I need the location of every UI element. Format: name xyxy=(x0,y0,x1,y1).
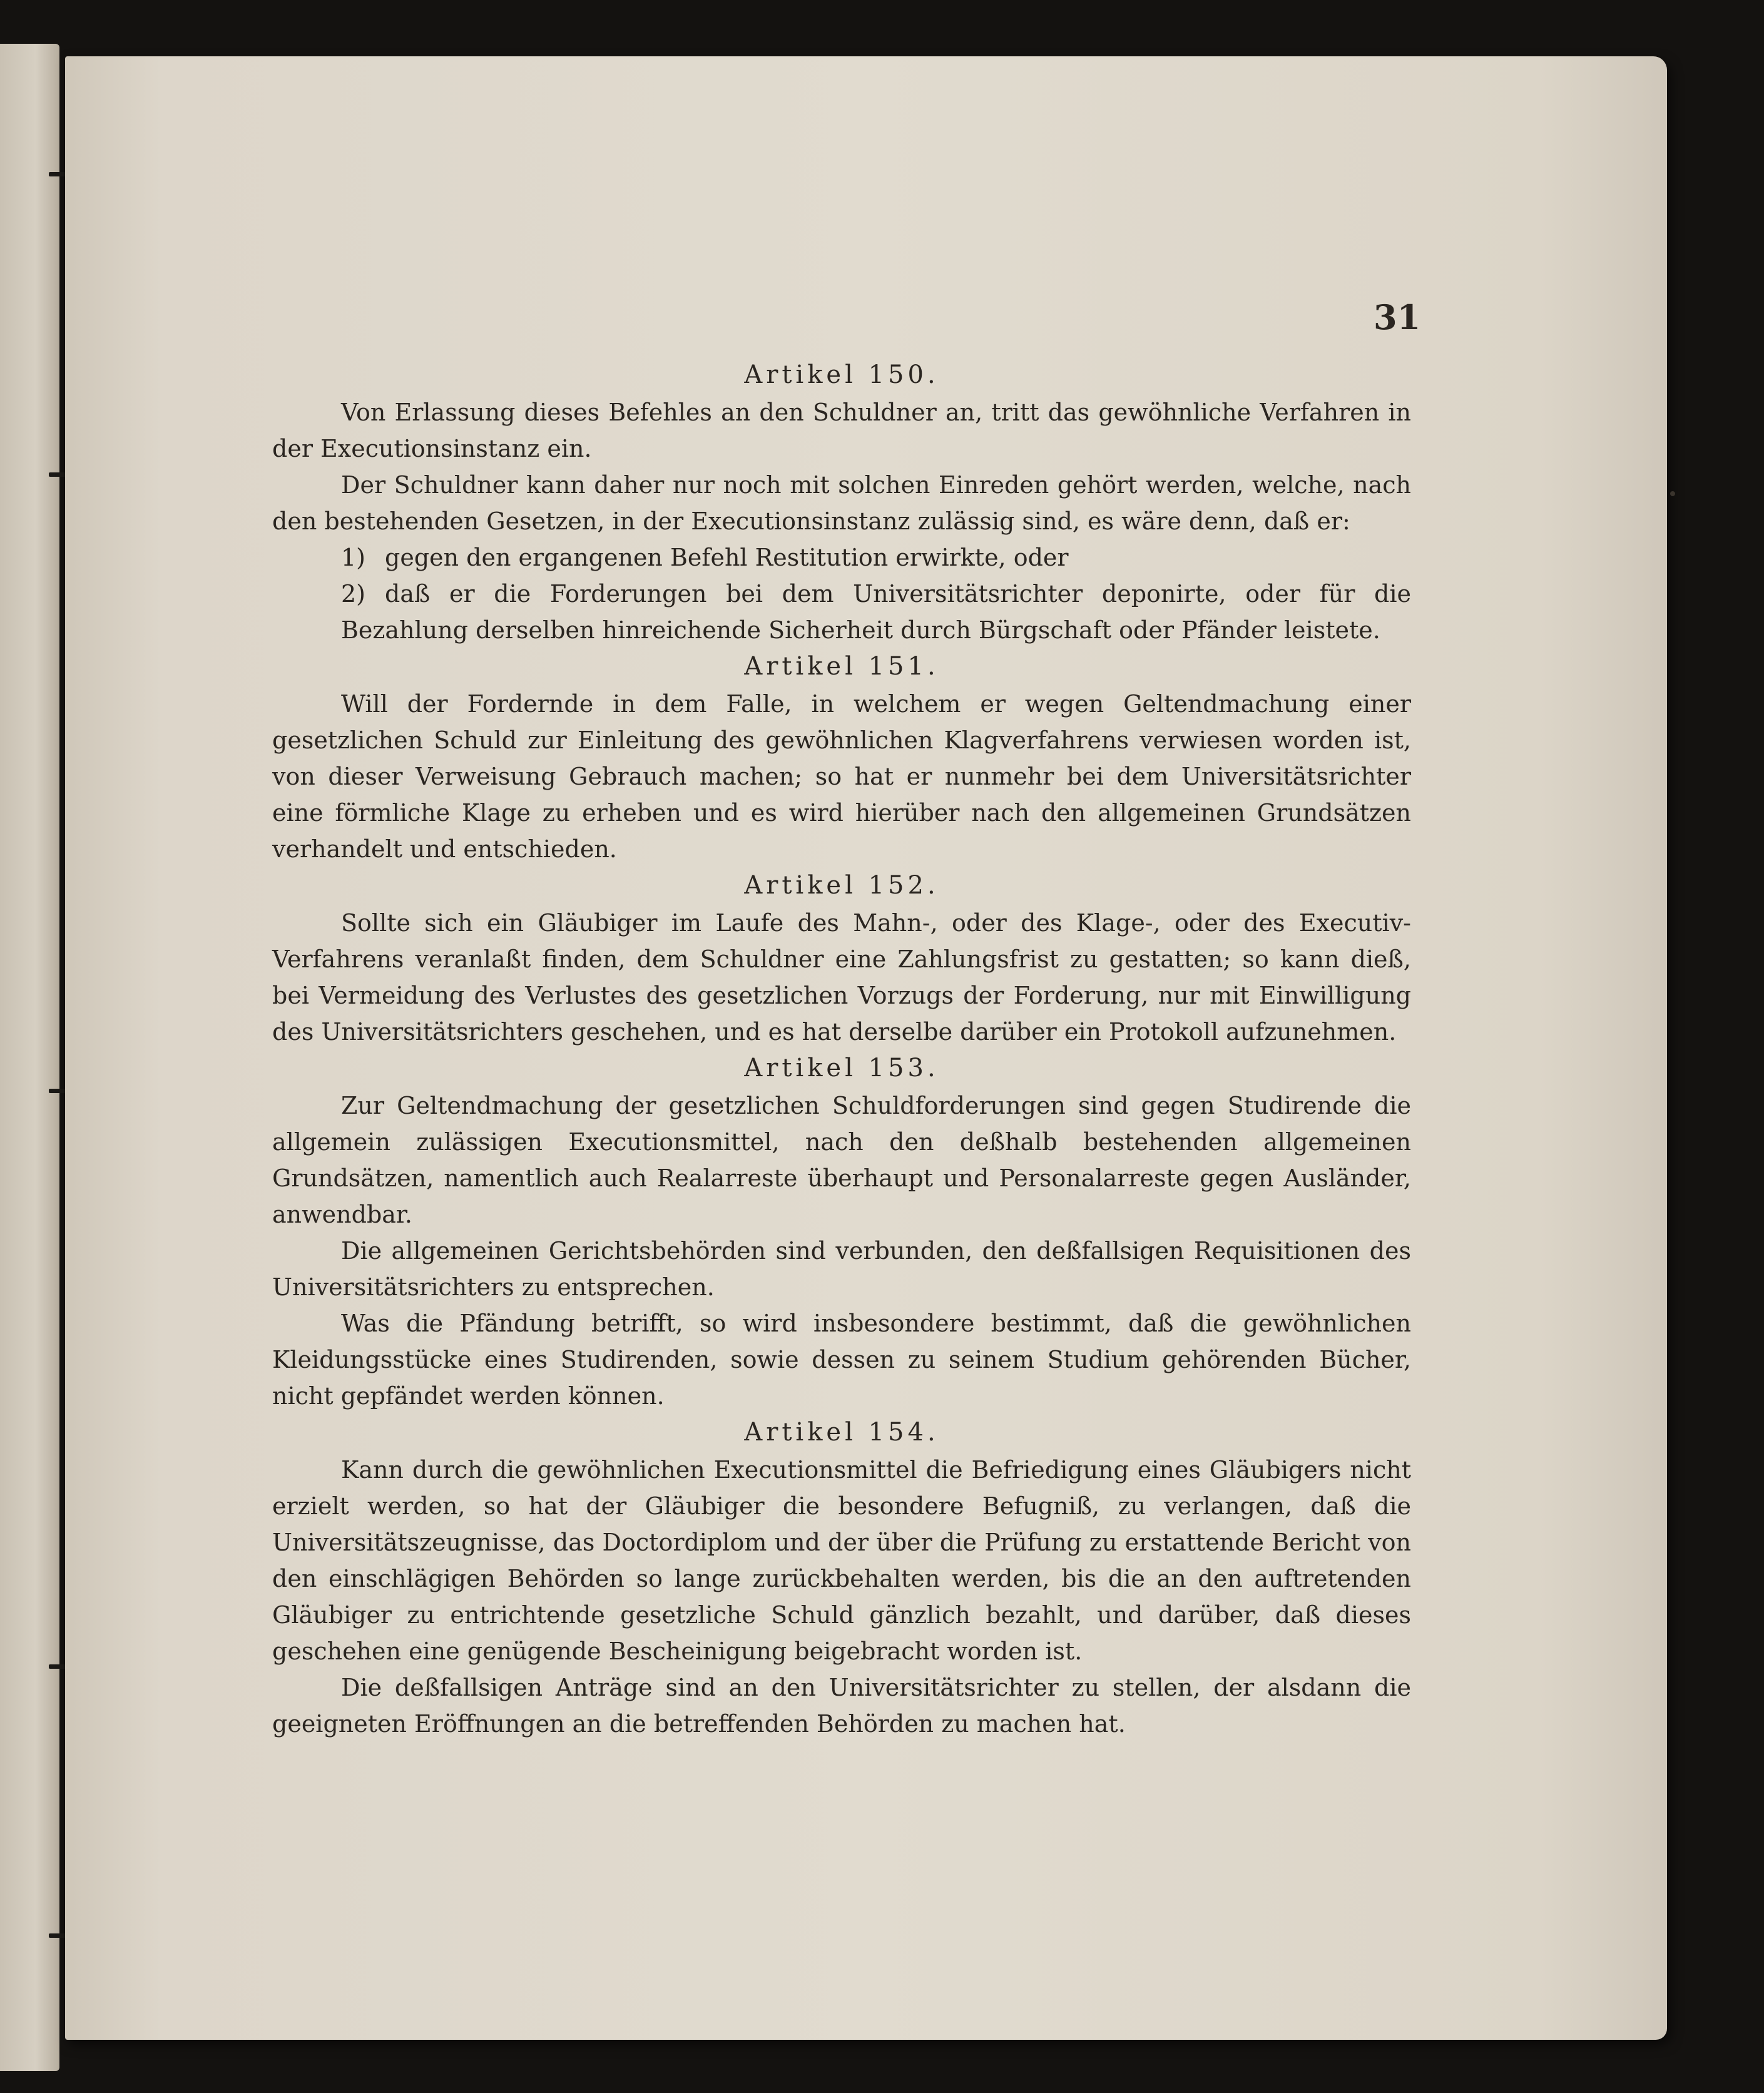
article-heading: Artikel 154. xyxy=(744,1418,939,1447)
paragraph: Die deßfallsigen Anträge sind an den Universitätsrichter zu stellen, der alsdann die geeigneten Eröffnungen an die betreffenden Behörden zu machen hat. xyxy=(272,1674,1411,1738)
paragraph: Will der Fordernde in dem Falle, in welchem er wegen Geltendmachung einer gesetzlichen Schuld zur Einleitung des gewöhnlichen Klagverfahrens verwiesen worden ist, von dieser Verweisung Gebrauch machen; so hat er nunmehr bei dem Universitätsrichter eine förmliche Klage zu erheben und es wird hierüber nach den allgemeinen Grundsätzen verhandelt und entschieden. xyxy=(272,690,1411,863)
previous-page-edge xyxy=(0,44,59,2071)
page-body xyxy=(272,357,1411,1742)
paragraph: Sollte sich ein Gläubiger im Laufe des Mahn-, oder des Klage-, oder des Executiv-Verfahrens veranlaßt finden, dem Schuldner eine Zahlungsfrist zu gestatten; so kann dieß, bei Vermeidung des Verlustes des gesetzlichen Vorzugs der Forderung, nur mit Einwilligung des Universitätsrichters geschehen, und es hat derselbe darüber ein Protokoll aufzunehmen. xyxy=(272,909,1411,1046)
list-text: gegen den ergangenen Befehl Restitution erwirkte, oder xyxy=(385,544,1069,571)
list-number: 2) xyxy=(341,580,366,608)
paragraph: Der Schuldner kann daher nur noch mit solchen Einreden gehört werden, welche, nach den bestehenden Gesetzen, in der Executionsinstanz zulässig sind, es wäre denn, daß er: xyxy=(272,471,1411,535)
paragraph: Die allgemeinen Gerichtsbehörden sind verbunden, den deßfallsigen Requisitionen des Universitätsrichters zu entsprechen. xyxy=(272,1237,1411,1301)
paragraph: Kann durch die gewöhnlichen Executionsmittel die Befriedigung eines Gläubigers nicht erzielt werden, so hat der Gläubiger die besondere Befugniß, zu verlangen, daß die Universitätszeugnisse, das Doctordiplom und der über die Prüfung zu erstattende Bericht von den einschlägigen Behörden so lange zurückbehalten werden, bis die an den auftretenden Gläubiger zu entrichtende gesetzliche Schuld gänzlich bezahlt, und darüber, daß dieses geschehen eine genügende Bescheinigung beigebracht worden ist. xyxy=(272,1456,1411,1665)
paragraph: Zur Geltendmachung der gesetzlichen Schuldforderungen sind gegen Studirende die allgemein zulässigen Executionsmittel, nach den deßhalb bestehenden allgemeinen Grundsätzen, namentlich auch Realarreste überhaupt und Personalarreste gegen Ausländer, anwendbar. xyxy=(272,1092,1411,1228)
article-heading: Artikel 151. xyxy=(744,652,939,681)
page-number: 31 xyxy=(1374,297,1421,337)
article-heading: Artikel 153. xyxy=(744,1054,939,1082)
list-text: daß er die Forderungen bei dem Universitätsrichter deponirte, oder für die Bezahlung derselben hinreichende Sicherheit durch Bürgschaft oder Pfänder leistete. xyxy=(341,580,1411,644)
paragraph: Was die Pfändung betrifft, so wird insbesondere bestimmt, daß die gewöhnlichen Kleidungsstücke eines Studirenden, sowie dessen zu seinem Studium gehörenden Bücher, nicht gepfändet werden können. xyxy=(272,1310,1411,1410)
article-heading: Artikel 152. xyxy=(744,871,939,900)
list-item xyxy=(272,539,1411,576)
paragraph: Von Erlassung dieses Befehles an den Schuldner an, tritt das gewöhnliche Verfahren in der Executionsinstanz ein. xyxy=(272,399,1411,462)
article-heading: Artikel 150. xyxy=(744,360,939,389)
page-speck xyxy=(1670,491,1675,496)
list-number: 1) xyxy=(341,544,366,571)
list-item xyxy=(272,576,1411,648)
